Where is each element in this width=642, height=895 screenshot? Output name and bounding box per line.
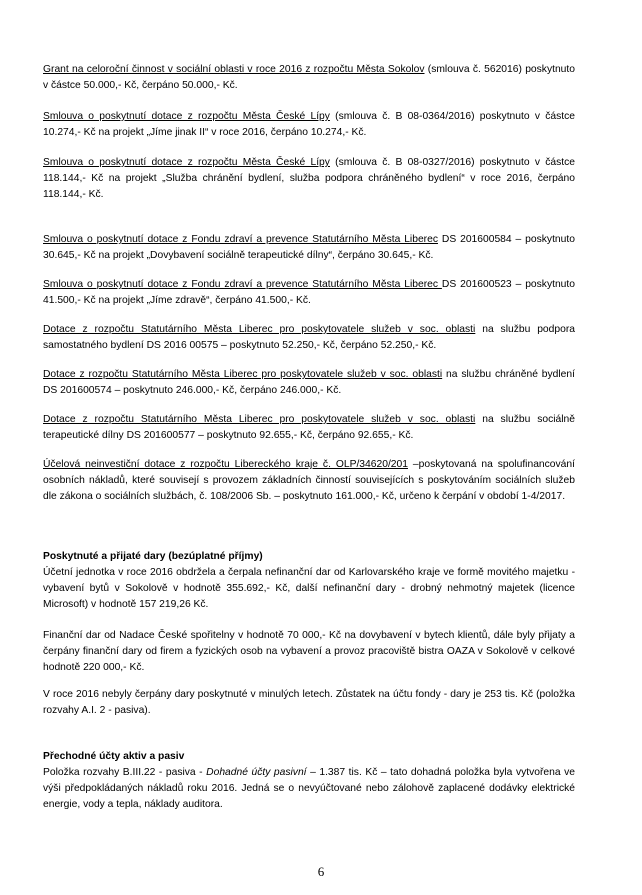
grant-paragraph-liberec-subsidy-2 — [43, 367, 575, 399]
grant-paragraph-sokolov — [43, 62, 575, 94]
grant-link: Grant na celoroční činnost v sociální oblasti v roce 2016 z rozpočtu Města Sokolov — [43, 64, 425, 75]
accruals-text-pre: Položka rozvahy B.III.22 - pasiva - — [43, 767, 207, 778]
grant-text: (smlouva č. 562016) poskytnuto v částce 50.000,- Kč, čerpáno 50.000,- Kč. — [43, 64, 575, 91]
grant-paragraph-liberec-subsidy-1 — [43, 322, 575, 354]
grant-link: Účelová neinvestiční dotace z rozpočtu Libereckého kraje č. OLP/34620/201 — [43, 459, 408, 470]
grant-text: (smlouva č. B 08-0364/2016) poskytnuto v částce 10.274,- Kč na projekt „Jíme jinak II“ v roce 2016, čerpáno 10.274,- Kč. — [43, 111, 575, 138]
grant-paragraph-liberec-region — [43, 457, 575, 505]
accruals-heading: Přechodné účty aktiv a pasiv — [43, 751, 185, 762]
donations-paragraph-2: Finanční dar od Nadace České spořitelny v hodnotě 70 000,- Kč na dovybavení v bytech klientů, dále byly přijaty a čerpány finanční dary od firem a fyzických osob na vybavení a provoz pracoviště bistra OAZA v Sokolově v celkové hodnotě 220 000,- Kč. — [43, 630, 575, 673]
accruals-text-italic: Dohadné účty pasivní — [206, 767, 307, 778]
donations-paragraph-1: Účetní jednotka v roce 2016 obdržela a čerpala nefinanční dar od Karlovarského kraje ve formě movitého majetku - vybavení bytů v Sokolově v hodnotě 355.692,- Kč, další nefinanční dary - drobný nehmotný majetek (licence Microsoft) v hodnotě 157 219,26 Kč. — [43, 567, 575, 610]
donations-heading: Poskytnuté a přijaté dary (bezúplatné příjmy) — [43, 551, 263, 562]
grant-text: na službu chráněné bydlení DS 201600574 – poskytnuto 246.000,- Kč, čerpáno 246.000,- Kč. — [43, 369, 575, 396]
grant-paragraph-ceska-lipa-2 — [43, 155, 575, 203]
grant-text: DS 201600584 – poskytnuto 30.645,- Kč na projekt „Dovybavení sociálně terapeutické dílny“, čerpáno 30.645,- Kč. — [43, 234, 575, 261]
grant-link: Dotace z rozpočtu Statutárního Města Liberec pro poskytovatele služeb v soc. oblasti — [43, 414, 476, 425]
accruals-paragraph — [43, 765, 575, 813]
grant-paragraph-liberec-fund-1 — [43, 232, 575, 264]
grant-link: Smlouva o poskytnutí dotace z rozpočtu Města České Lípy — [43, 111, 330, 122]
page-number: 6 — [317, 864, 325, 879]
grant-text: na službu podpora samostatného bydlení DS 2016 00575 – poskytnuto 52.250,- Kč, čerpáno 52.250,- Kč. — [43, 324, 575, 351]
grant-text: (smlouva č. B 08-0327/2016) poskytnuto v částce 118.144,- Kč na projekt „Služba chránění bydlení, služba podpora chráněného bydlení“ v roce 2016, čerpáno 118.144,- Kč. — [43, 157, 575, 200]
grant-text: na službu sociálně terapeutické dílny DS 201600577 – poskytnuto 92.655,- Kč, čerpáno 92.655,- Kč. — [43, 414, 575, 441]
grant-link: Smlouva o poskytnutí dotace z rozpočtu Města České Lípy — [43, 157, 330, 168]
grant-link: Smlouva o poskytnutí dotace z Fondu zdraví a prevence Statutárního Města Liberec — [43, 234, 438, 245]
grant-paragraph-liberec-fund-2 — [43, 277, 575, 309]
grant-paragraph-liberec-subsidy-3 — [43, 412, 575, 444]
accruals-text-post: – 1.387 tis. Kč – tato dohadná položka byla vytvořena ve výši předpokládaných nákladů roku 2016. Jedná se o nevyúčtované nebo zálohově zaplacené dodávky elektrické energie, vody a tepla, náklady auditora. — [43, 767, 575, 810]
grant-link: Dotace z rozpočtu Statutárního Města Liberec pro poskytovatele služeb v soc. oblasti — [43, 324, 476, 335]
grant-link: Dotace z rozpočtu Statutárního Města Liberec pro poskytovatele služeb v soc. oblasti — [43, 369, 443, 380]
grant-text: DS 201600523 – poskytnuto 41.500,- Kč na projekt „Jíme zdravě“, čerpáno 41.500,- Kč. — [43, 279, 575, 306]
grant-paragraph-ceska-lipa-1 — [43, 109, 575, 141]
grant-text: –poskytovaná na spolufinancování osobních nákladů, které souvisejí s provozem základních činností souvisejících s poskytováním sociálních služeb dle zákona o sociálních službách, č. 108/2006 Sb. – poskytnuto 161.000,- Kč, určeno k čerpání v období 1-4/2017. — [43, 459, 575, 502]
grant-link: Smlouva o poskytnutí dotace z Fondu zdraví a prevence Statutárního Města Liberec — [43, 279, 442, 290]
donations-paragraph-3: V roce 2016 nebyly čerpány dary poskytnuté v minulých letech. Zůstatek na účtu fondy - dary je 253 tis. Kč (položka rozvahy A.I. 2 - pasiva). — [43, 689, 575, 716]
